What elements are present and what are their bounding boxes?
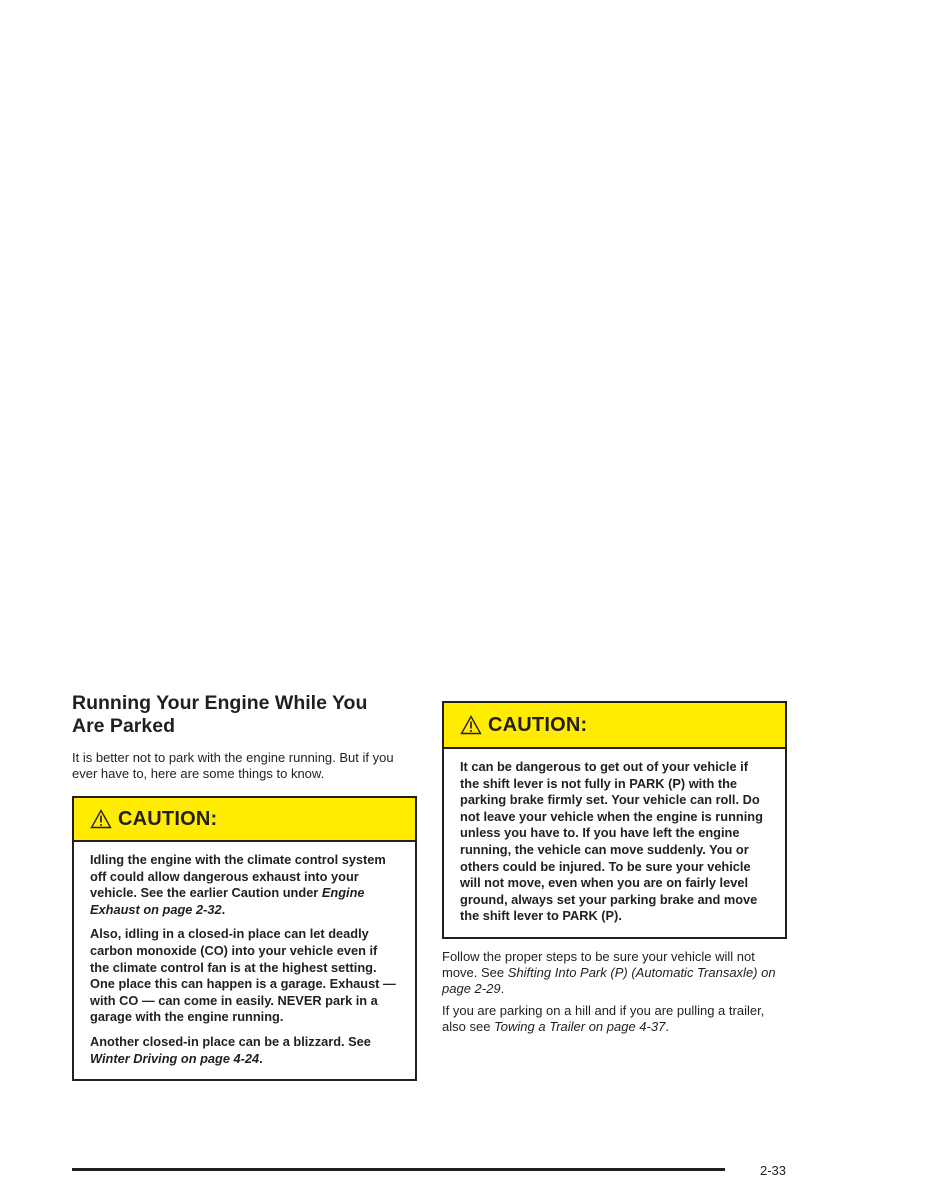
- section-heading-line2: Are Parked: [72, 715, 175, 737]
- warning-triangle-icon: [460, 715, 482, 735]
- caution-body: [444, 749, 785, 937]
- caution-header: [444, 703, 785, 749]
- cross-reference-link[interactable]: Engine Exhaust on page 2-32: [90, 885, 365, 917]
- punctuation: .: [665, 1018, 669, 1034]
- punctuation: .: [221, 901, 226, 917]
- right-column: [442, 701, 787, 1035]
- caution-paragraph: [90, 1034, 399, 1067]
- caution-text: Another closed-in place can be a blizzard. See: [90, 1033, 371, 1049]
- cross-reference-link[interactable]: Shifting Into Park (P) (Automatic Transaxle) on page 2-29: [442, 964, 776, 996]
- section-heading-line1: Running Your Engine While You: [72, 692, 368, 714]
- left-column: [72, 692, 417, 1081]
- caution-text: Idling the engine with the climate control system off could allow dangerous exhaust into your vehicle. See the earlier Caution under: [90, 852, 386, 901]
- caution-header: [74, 798, 415, 842]
- body-text: If you are parking on a hill and if you are pulling a trailer, also see: [442, 1002, 765, 1034]
- caution-paragraph: It can be dangerous to get out of your vehicle if the shift lever is not fully in PARK (P) with the parking brake firmly set. Your vehicle can roll. Do not leave your vehicle when the engine is running unless you have to. If you have left the engine running, the vehicle can move suddenly. You or others could be injured. To be sure your vehicle will not move, even when you are on fairly level ground, always set your parking brake and move the shift lever to PARK (P).: [460, 759, 763, 924]
- cross-reference-link[interactable]: Towing a Trailer on page 4-37: [494, 1018, 666, 1034]
- caution-label: CAUTION:: [118, 807, 218, 830]
- body-paragraph: [442, 949, 787, 997]
- page-number: 2-33: [760, 1163, 787, 1178]
- footer-rule: [72, 1168, 725, 1171]
- caution-box-idling: [72, 796, 417, 1081]
- intro-paragraph: It is better not to park with the engine running. But if you ever have to, here are some things to know.: [72, 750, 394, 781]
- caution-paragraph: Also, idling in a closed-in place can let deadly carbon monoxide (CO) into your vehicle even if the climate control fan is at the highest setting. One place this can happen is a garage. Exhaust — with CO — can come in easily. NEVER park in a garage with the engine running.: [90, 926, 396, 1025]
- warning-triangle-icon: [90, 809, 112, 829]
- body-text: Follow the proper steps to be sure your vehicle will not move. See: [442, 948, 755, 980]
- cross-reference-link[interactable]: Winter Driving on page 4-24: [90, 1050, 260, 1066]
- punctuation: .: [259, 1050, 263, 1066]
- caution-label: CAUTION:: [488, 713, 588, 736]
- section-heading: [72, 692, 417, 738]
- body-paragraph: [442, 1003, 787, 1035]
- caution-body: [74, 842, 415, 1079]
- caution-box-park: [442, 701, 787, 939]
- caution-paragraph: [90, 852, 399, 918]
- punctuation: .: [500, 980, 505, 996]
